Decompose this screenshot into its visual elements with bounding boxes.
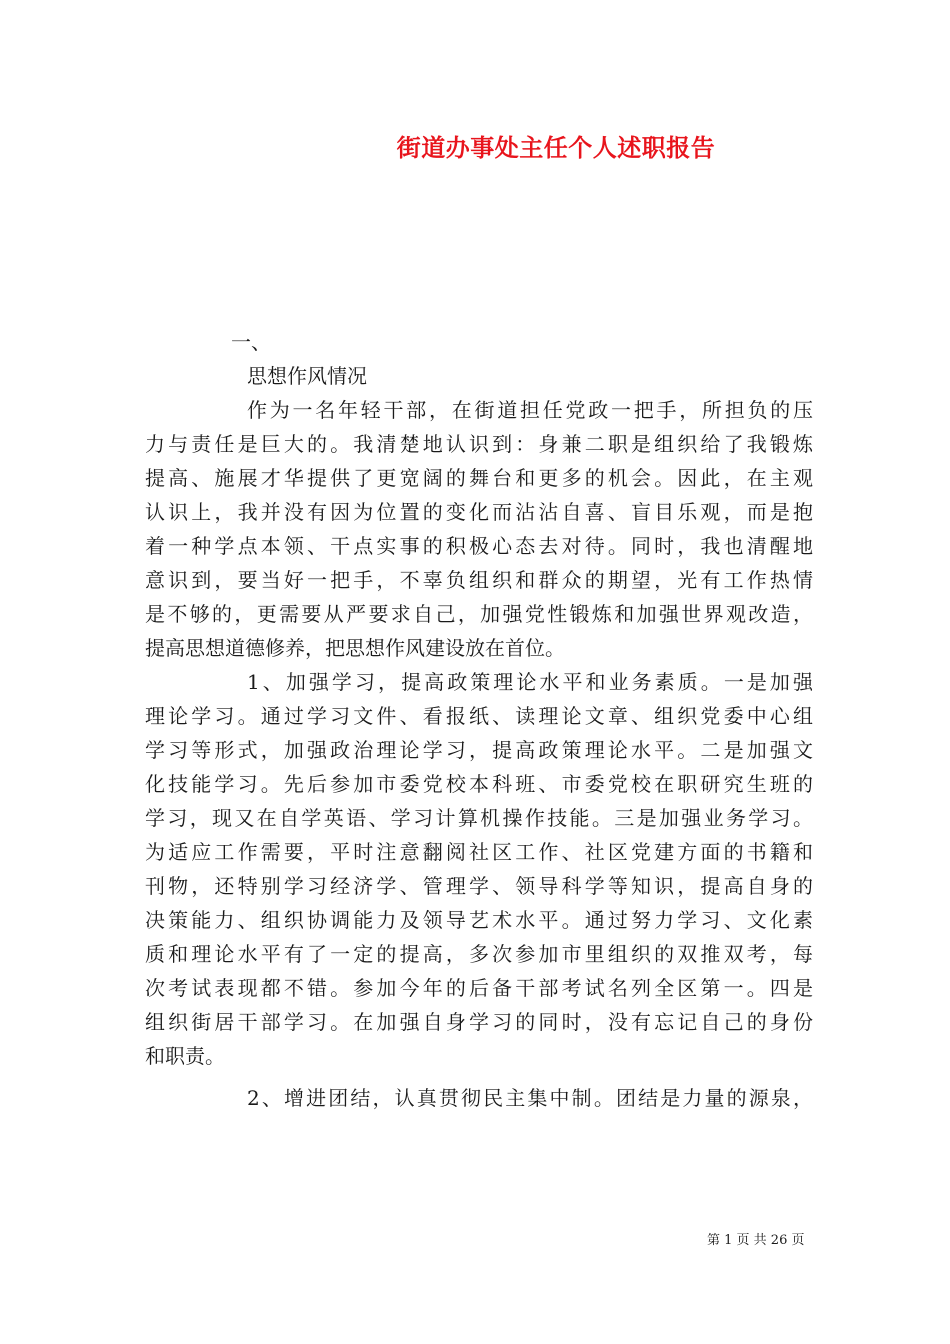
paragraph-1 bbox=[145, 393, 813, 665]
paragraph-line: 组织街居干部学习。在加强自身学习的同时，没有忘记自己的身份 bbox=[145, 1010, 813, 1034]
paragraph-line: 2、增进团结，认真贯彻民主集中制。团结是力量的源泉， bbox=[247, 1086, 813, 1110]
page-footer: 第 1 页 共 26 页 bbox=[707, 1233, 805, 1248]
section-heading: 思想作风情况 bbox=[247, 364, 367, 388]
paragraph-line: 着一种学点本领、干点实事的积极心态去对待。同时，我也清醒地 bbox=[145, 534, 813, 558]
paragraph-line: 作为一名年轻干部，在街道担任党政一把手，所担负的压 bbox=[247, 398, 813, 422]
paragraph-line: 质和理论水平有了一定的提高，多次参加市里组织的双推双考，每 bbox=[145, 942, 813, 966]
paragraph-line: 和职责。 bbox=[145, 1044, 225, 1068]
paragraph-line: 为适应工作需要，平时注意翻阅社区工作、社区党建方面的书籍和 bbox=[145, 840, 813, 864]
paragraph-2 bbox=[145, 665, 813, 1073]
paragraph-line: 化技能学习。先后参加市委党校本科班、市委党校在职研究生班的 bbox=[145, 772, 813, 796]
paragraph-line: 提高、施展才华提供了更宽阔的舞台和更多的机会。因此，在主观 bbox=[145, 466, 813, 490]
document-body bbox=[145, 325, 813, 1115]
paragraph-spacer bbox=[145, 1073, 813, 1081]
paragraph-line: 意识到，要当好一把手，不辜负组织和群众的期望，光有工作热情 bbox=[145, 568, 813, 592]
paragraph-line: 学习，现又在自学英语、学习计算机操作技能。三是加强业务学习。 bbox=[145, 806, 813, 830]
paragraph-line: 认识上，我并没有因为位置的变化而沾沾自喜、盲目乐观，而是抱 bbox=[145, 500, 813, 524]
page-title: 街道办事处主任个人述职报告 bbox=[396, 133, 716, 162]
paragraph-line: 提高思想道德修养，把思想作风建设放在首位。 bbox=[145, 636, 565, 660]
paragraph-line: 刊物，还特别学习经济学、管理学、领导科学等知识，提高自身的 bbox=[145, 874, 813, 898]
paragraph-line: 理论学习。通过学习文件、看报纸、读理论文章、组织党委中心组 bbox=[145, 704, 813, 728]
paragraph-line: 是不够的，更需要从严要求自己，加强党性锻炼和加强世界观改造， bbox=[145, 602, 813, 626]
paragraph-line: 次考试表现都不错。参加今年的后备干部考试名列全区第一。四是 bbox=[145, 976, 813, 1000]
paragraph-3 bbox=[145, 1081, 813, 1115]
paragraph-line: 1、加强学习，提高政策理论水平和业务素质。一是加强 bbox=[247, 670, 813, 694]
paragraph-line: 学习等形式，加强政治理论学习，提高政策理论水平。二是加强文 bbox=[145, 738, 813, 762]
paragraph-line: 决策能力、组织协调能力及领导艺术水平。通过努力学习、文化素 bbox=[145, 908, 813, 932]
paragraph-line: 力与责任是巨大的。我清楚地认识到：身兼二职是组织给了我锻炼 bbox=[145, 432, 813, 456]
section-number: 一、 bbox=[231, 330, 271, 354]
